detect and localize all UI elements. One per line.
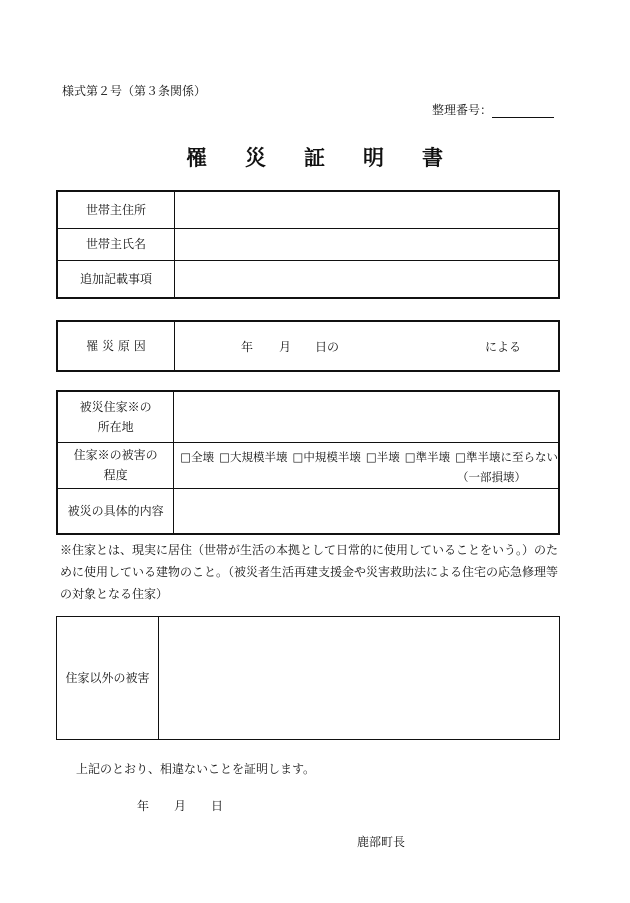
document-title: 罹災証明書: [186, 145, 481, 170]
household-name-value: [175, 228, 560, 260]
disaster-cause-value: [175, 321, 560, 371]
checkbox-below-quasi-half[interactable]: □準半壊に至らない: [455, 449, 558, 464]
house-damage-table: [56, 390, 560, 535]
partial-damage-note: （一部損壊）: [457, 469, 526, 484]
disaster-cause-table: [56, 320, 560, 372]
household-address-label: 世帯主住所: [57, 191, 175, 228]
reference-number-line: [492, 103, 554, 118]
house-location-label: 被災住家※の 所在地: [57, 391, 174, 442]
checkbox-total-collapse[interactable]: □全壊: [180, 449, 215, 464]
sign-year: 年: [137, 799, 150, 813]
cause-day: 日の: [315, 340, 340, 354]
issuer-name: 鹿部町長: [357, 835, 406, 849]
household-table: [56, 190, 560, 299]
checkbox-half-collapse[interactable]: □半壊: [365, 449, 400, 464]
damage-degree-options: [174, 442, 559, 488]
reference-number-label: 整理番号：: [432, 103, 493, 117]
checkbox-large-scale-half[interactable]: □大規模半壊: [219, 449, 288, 464]
sign-day: 日: [211, 799, 224, 813]
household-name-label: 世帯主氏名: [57, 228, 175, 260]
checkbox-medium-scale-half[interactable]: □中規模半壊: [292, 449, 361, 464]
other-damage-table: [56, 616, 560, 740]
house-definition-note: ※住家とは、現実に居住（世帯が生活の本拠として日常的に使用していることをいう。）のために使用している建物のこと。（被災者生活再建支援金や災害救助法による住宅の応急修理等の対象となる住家）: [60, 543, 559, 601]
household-address-value: [175, 191, 560, 228]
form-number-label: 様式第２号（第３条関係）: [62, 84, 207, 98]
other-damage-value: [159, 617, 560, 740]
damage-degree-label: 住家※の被害の 程度: [57, 442, 174, 488]
house-location-value: [174, 391, 559, 442]
reference-number-field: [432, 101, 554, 118]
damage-detail-value: [174, 488, 559, 534]
cause-by: による: [485, 340, 522, 354]
cause-month: 月: [279, 340, 292, 354]
other-damage-label: 住家以外の被害: [57, 617, 159, 740]
cause-year: 年: [241, 340, 254, 354]
sign-month: 月: [174, 799, 187, 813]
checkbox-quasi-half[interactable]: □準半壊: [404, 449, 451, 464]
disaster-cause-label: 罹 災 原 因: [57, 321, 175, 371]
damage-detail-label: 被災の具体的内容: [57, 488, 174, 534]
additional-notes-label: 追加記載事項: [57, 260, 175, 298]
certification-statement: 上記のとおり、相違ないことを証明します。: [76, 762, 316, 776]
additional-notes-value: [175, 260, 560, 298]
